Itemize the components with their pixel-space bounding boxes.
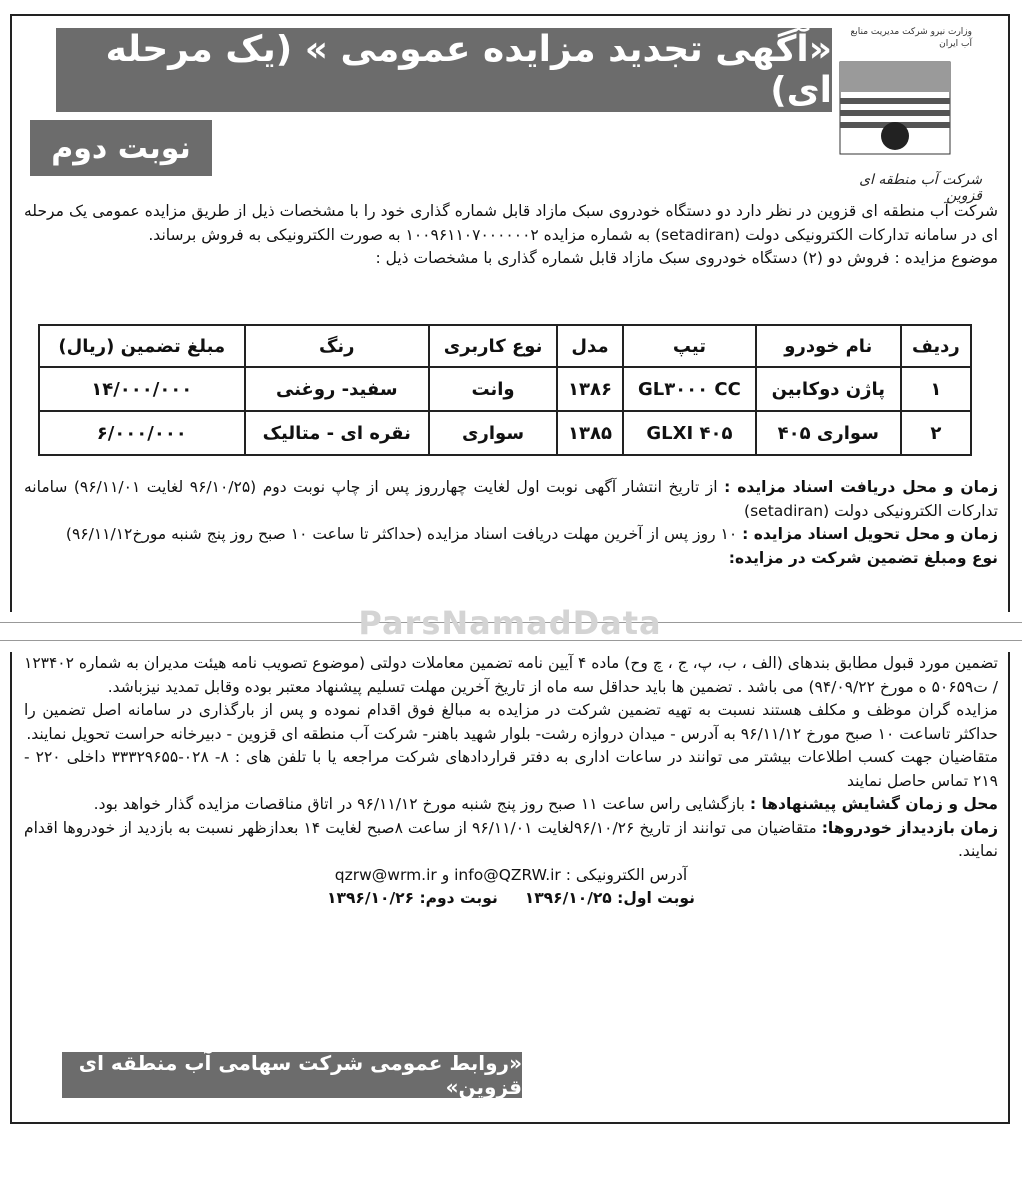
round-badge: نوبت دوم: [30, 120, 212, 176]
visit-paragraph: [24, 817, 998, 864]
public-relations-footer: «روابط عمومی شرکت سهامی آب منطقه ای قزوین»: [62, 1052, 522, 1098]
email-label: آدرس الکترونیکی :: [565, 865, 688, 884]
bidders-text: مزایده گران موظف و مکلف هستند نسبت به تهیه تضمین شرکت در مزایده به مبالغ فوق اقدام نموده و پس از بارگذاری در سامانه اصل تضمین را حداکثر تاساعت ۱۰ صبح مورخ ۹۶/۱۱/۱۲ به آدرس - میدان دروازه رشت- بلوار شهید باهنر- شرکت آب منطقه ای قزوین - دبیرخانه حراست تحویل نمایند.: [24, 701, 998, 743]
header-color: رنگ: [245, 325, 429, 367]
opening-paragraph: [24, 793, 998, 817]
cell-row-number: ۲: [901, 411, 971, 455]
logo-company-name: شرکت آب منطقه ای قزوین: [859, 172, 982, 204]
guarantee-label: نوع ومبلغ تضمین شرکت در مزایده:: [728, 548, 998, 567]
deliver-paragraph: [24, 523, 998, 547]
header-usage: نوع کاربری: [429, 325, 557, 367]
guarantee-text: تضمین مورد قبول مطابق بندهای (الف ، ب، پ، ج ، چ وح) ماده ۴ آیین نامه تضمین معاملات دولتی (موضوع تصویب نامه هیئت مدیران به شماره ۱۲۳۴۰۲ / ت۵۰۶۵۹ ه مورخ ۹۴/۰۹/۲۲) می باشد . تضمین ها باید حداقل سه ماه از تاریخ آخرین مهلت تسلیم پیشنهاد معتبر بوده وقابل تمدید نیزباشد.: [24, 654, 998, 696]
header-vehicle-name: نام خودرو: [756, 325, 901, 367]
cell-usage: وانت: [429, 367, 557, 411]
cell-model: ۱۳۸۶: [557, 367, 623, 411]
cell-color: نقره ای - متالیک: [245, 411, 429, 455]
header-guarantee: مبلغ تضمین (ریال): [39, 325, 245, 367]
conditions-section: [24, 652, 998, 911]
subject-text: موضوع مزایده : فروش دو (۲) دستگاه خودروی سبک مازاد قابل شماره گذاری با مشخصات ذیل :: [375, 249, 998, 267]
cell-model: ۱۳۸۵: [557, 411, 623, 455]
opening-text: بازگشایی راس ساعت ۱۱ صبح روز پنج شنبه مورخ ۹۶/۱۱/۱۲ در اتاق مناقصات مزایده گذار خواهد بود.: [93, 795, 750, 813]
info-text: متقاضیان جهت کسب اطلاعات بیشتر می توانند در ساعات اداری به دفتر قراردادهای شرکت مراجعه یا با تلفن های : ۸- ۰۲۸-۳۳۳۲۹۶۵۵ داخلی ۲۲۰ - ۲۱۹ تماس حاصل نمایند: [24, 748, 999, 790]
cell-row-number: ۱: [901, 367, 971, 411]
intro-text: شرکت آب منطقه ای قزوین در نظر دارد دو دستگاه خودروی سبک مازاد قابل شماره گذاری خود را با مشخصات ذیل از طریق مزایده عمومی یک مرحله ای در سامانه تدارکات الکترونیکی دولت (setadiran) به شماره مزایده ۱۰۰۹۶۱۱۰۷۰۰۰۰۰۰۲ به صورت الکترونیکی به فروش برساند.: [24, 202, 998, 244]
cell-vehicle-name: سواری ۴۰۵: [756, 411, 901, 455]
cell-color: سفید- روغنی: [245, 367, 429, 411]
cell-type: GL۳۰۰۰ CC: [623, 367, 756, 411]
table-row: [39, 367, 971, 411]
header-type: تیپ: [623, 325, 756, 367]
vehicles-table: [38, 324, 972, 456]
receive-text: از تاریخ انتشار آگهی نوبت اول لغایت چهارروز پس از چاپ نوبت دوم (۹۶/۱۰/۲۵ لغایت ۹۶/۱۱/۰۱) سامانه تدارکات الکترونیکی دولت (setadiran): [24, 478, 998, 520]
email-text: info@QZRW.ir و qzrw@wrm.ir: [334, 865, 566, 884]
deliver-label: زمان و محل تحویل اسناد مزایده :: [742, 525, 998, 543]
receive-label: زمان و محل دریافت اسناد مزایده :: [724, 478, 998, 496]
logo-ministry-text: وزارت نیرو شرکت مدیریت منابع آب ایران: [850, 27, 972, 49]
publish-dates: [24, 887, 998, 911]
cell-vehicle-name: پاژن دوکابین: [756, 367, 901, 411]
header-model: مدل: [557, 325, 623, 367]
cell-guarantee: ۱۴/۰۰۰/۰۰۰: [39, 367, 245, 411]
receive-paragraph: [24, 476, 998, 523]
visit-label: زمان بازدیداز خودروها:: [821, 818, 998, 837]
cell-guarantee: ۶/۰۰۰/۰۰۰: [39, 411, 245, 455]
opening-label: محل و زمان گشایش پیشنهادها :: [749, 795, 998, 813]
table-header-row: [39, 325, 971, 367]
second-round-date: نوبت دوم: ۱۳۹۶/۱۰/۲۶: [327, 889, 498, 907]
visit-text: متقاضیان می توانند از تاریخ ۹۶/۱۰/۲۶لغایت ۹۶/۱۱/۰۱ از ساعت ۸صبح لغایت ۱۴ بعدازظهر نسبت به بازدید از خودروها اقدام نمایند.: [24, 818, 998, 860]
email-paragraph: [24, 864, 998, 888]
documents-section: [24, 476, 998, 570]
header-row-number: ردیف: [901, 325, 971, 367]
notice-title: «آگهی تجدید مزایده عمومی » (یک مرحله ای): [56, 28, 832, 112]
company-logo: [832, 24, 992, 204]
intro-paragraph: [24, 200, 998, 271]
cell-type: ۴۰۵ GLXI: [623, 411, 756, 455]
table-row: [39, 411, 971, 455]
watermark-text: ParsNamadData: [358, 604, 662, 642]
cell-usage: سواری: [429, 411, 557, 455]
first-round-date: نوبت اول: ۱۳۹۶/۱۰/۲۵: [524, 889, 695, 907]
deliver-text: ۱۰ روز پس از آخرین مهلت دریافت اسناد مزایده (حداکثر تا ساعت ۱۰ صبح روز پنج شنبه مورخ۹۶/۱۱/۱۲): [65, 525, 743, 543]
